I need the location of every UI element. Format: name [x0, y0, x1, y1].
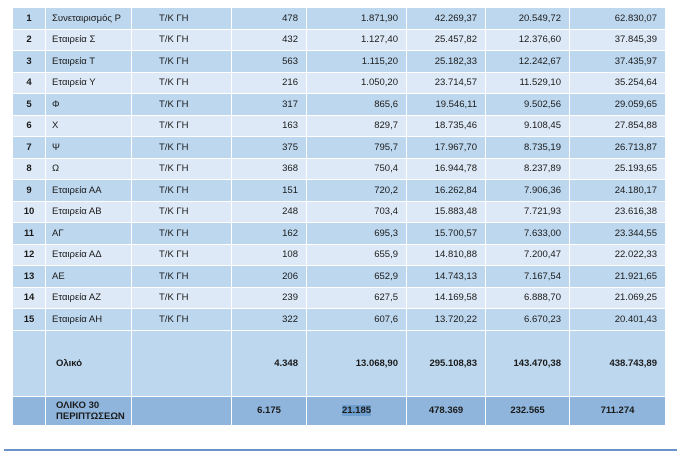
row-cell-4: 8.735,19	[486, 137, 570, 159]
row-cell-2: 703,4	[307, 201, 407, 223]
row-cell-2: 720,2	[307, 180, 407, 202]
row-cell-4: 12.242,67	[486, 51, 570, 73]
row-cell-5: 25.193,65	[570, 158, 666, 180]
row-cell-3: 14.810,88	[407, 244, 486, 266]
row-number: 13	[13, 266, 46, 288]
row-cell-5: 21.921,65	[570, 266, 666, 288]
row-cell-3: 16.262,84	[407, 180, 486, 202]
table-body	[13, 8, 666, 426]
row-number: 7	[13, 137, 46, 159]
row-cell-2: 865,6	[307, 94, 407, 116]
row-cell-1: 368	[232, 158, 307, 180]
row-cell-4: 9.108,45	[486, 115, 570, 137]
row-number: 6	[13, 115, 46, 137]
row-cell-3: 42.269,37	[407, 8, 486, 30]
row-type: Τ/Κ ΓΗ	[132, 244, 232, 266]
row-type: Τ/Κ ΓΗ	[132, 287, 232, 309]
row-cell-3: 25.182,33	[407, 51, 486, 73]
row-cell-2: 1.127,40	[307, 29, 407, 51]
row-type: Τ/Κ ΓΗ	[132, 180, 232, 202]
empty-cell	[13, 330, 46, 396]
row-name: ΑΓ	[46, 223, 132, 245]
row-cell-1: 432	[232, 29, 307, 51]
row-cell-3: 25.457,82	[407, 29, 486, 51]
row-type: Τ/Κ ΓΗ	[132, 137, 232, 159]
row-number: 8	[13, 158, 46, 180]
total-cell-5: 438.743,89	[570, 330, 666, 396]
row-number: 4	[13, 72, 46, 94]
row-cell-3: 13.720,22	[407, 309, 486, 331]
row-cell-2: 652,9	[307, 266, 407, 288]
row-cell-4: 7.200,47	[486, 244, 570, 266]
grand-total-label-line2: ΠΕΡΙΠΤΩΣΕΩΝ	[56, 410, 125, 422]
row-cell-5: 20.401,43	[570, 309, 666, 331]
grand-total-cell-3: 478.369	[407, 396, 486, 425]
row-cell-4: 7.906,36	[486, 180, 570, 202]
row-number: 12	[13, 244, 46, 266]
table-row	[13, 51, 666, 73]
row-cell-1: 162	[232, 223, 307, 245]
table-row	[13, 115, 666, 137]
row-cell-1: 239	[232, 287, 307, 309]
row-name: Εταιρεία ΑΑ	[46, 180, 132, 202]
grand-total-row	[13, 396, 666, 425]
grand-total-label-line1: ΟΛΙΚΟ 30	[56, 399, 100, 411]
row-number: 5	[13, 94, 46, 116]
total-cell-1: 4.348	[232, 330, 307, 396]
row-cell-4: 7.633,00	[486, 223, 570, 245]
row-type: Τ/Κ ΓΗ	[132, 29, 232, 51]
table-row	[13, 8, 666, 30]
empty-cell	[132, 330, 232, 396]
row-cell-2: 695,3	[307, 223, 407, 245]
row-number: 9	[13, 180, 46, 202]
total-cell-4: 143.470,38	[486, 330, 570, 396]
row-cell-2: 607,6	[307, 309, 407, 331]
table-row	[13, 201, 666, 223]
row-type: Τ/Κ ΓΗ	[132, 94, 232, 116]
row-cell-3: 19.546,11	[407, 94, 486, 116]
row-number: 15	[13, 309, 46, 331]
row-cell-4: 6.670,23	[486, 309, 570, 331]
table-row	[13, 158, 666, 180]
table-row	[13, 137, 666, 159]
grand-total-label	[46, 396, 132, 425]
row-cell-1: 216	[232, 72, 307, 94]
table-row	[13, 180, 666, 202]
row-cell-2: 1.115,20	[307, 51, 407, 73]
table-row	[13, 29, 666, 51]
row-name: ΑΕ	[46, 266, 132, 288]
grand-total-cell-2	[307, 396, 407, 425]
row-name: Εταιρεία Υ	[46, 72, 132, 94]
row-cell-5: 23.344,55	[570, 223, 666, 245]
row-cell-3: 23.714,57	[407, 72, 486, 94]
row-number: 1	[13, 8, 46, 30]
row-cell-5: 22.022,33	[570, 244, 666, 266]
row-cell-1: 563	[232, 51, 307, 73]
row-cell-1: 478	[232, 8, 307, 30]
row-type: Τ/Κ ΓΗ	[132, 8, 232, 30]
table-row	[13, 223, 666, 245]
row-cell-5: 62.830,07	[570, 8, 666, 30]
row-cell-5: 29.059,65	[570, 94, 666, 116]
row-type: Τ/Κ ΓΗ	[132, 201, 232, 223]
row-cell-2: 655,9	[307, 244, 407, 266]
total-cell-3: 295.108,83	[407, 330, 486, 396]
table-row	[13, 94, 666, 116]
row-cell-5: 23.616,38	[570, 201, 666, 223]
row-cell-5: 35.254,64	[570, 72, 666, 94]
row-cell-1: 151	[232, 180, 307, 202]
table-row	[13, 266, 666, 288]
row-cell-2: 1.050,20	[307, 72, 407, 94]
row-cell-1: 108	[232, 244, 307, 266]
row-cell-5: 37.435,97	[570, 51, 666, 73]
row-cell-1: 206	[232, 266, 307, 288]
row-number: 2	[13, 29, 46, 51]
row-name: Εταιρεία ΑΖ	[46, 287, 132, 309]
row-cell-4: 7.167,54	[486, 266, 570, 288]
row-cell-4: 8.237,89	[486, 158, 570, 180]
row-cell-5: 37.845,39	[570, 29, 666, 51]
row-type: Τ/Κ ΓΗ	[132, 72, 232, 94]
row-number: 10	[13, 201, 46, 223]
row-type: Τ/Κ ΓΗ	[132, 223, 232, 245]
row-cell-3: 14.743,13	[407, 266, 486, 288]
row-cell-4: 11.529,10	[486, 72, 570, 94]
row-cell-4: 20.549,72	[486, 8, 570, 30]
row-cell-3: 16.944,78	[407, 158, 486, 180]
row-number: 3	[13, 51, 46, 73]
row-cell-1: 248	[232, 201, 307, 223]
row-number: 14	[13, 287, 46, 309]
row-cell-3: 15.883,48	[407, 201, 486, 223]
page-bottom-rule	[4, 449, 677, 451]
table-row	[13, 72, 666, 94]
row-name: Εταιρεία ΑΒ	[46, 201, 132, 223]
empty-cell	[13, 396, 46, 425]
row-cell-3: 14.169,58	[407, 287, 486, 309]
row-type: Τ/Κ ΓΗ	[132, 115, 232, 137]
row-type: Τ/Κ ΓΗ	[132, 309, 232, 331]
row-cell-2: 795,7	[307, 137, 407, 159]
row-name: Εταιρεία ΑΗ	[46, 309, 132, 331]
row-name: Εταιρεία Σ	[46, 29, 132, 51]
row-cell-2: 1.871,90	[307, 8, 407, 30]
row-cell-3: 18.735,46	[407, 115, 486, 137]
row-type: Τ/Κ ΓΗ	[132, 158, 232, 180]
row-type: Τ/Κ ΓΗ	[132, 266, 232, 288]
row-cell-3: 15.700,57	[407, 223, 486, 245]
row-cell-4: 6.888,70	[486, 287, 570, 309]
row-cell-3: 17.967,70	[407, 137, 486, 159]
text-selection-highlight: 21.185	[341, 405, 372, 416]
grand-total-cell-5: 711.274	[570, 396, 666, 425]
row-cell-1: 163	[232, 115, 307, 137]
table-row	[13, 309, 666, 331]
row-name: Εταιρεία Τ	[46, 51, 132, 73]
row-cell-1: 375	[232, 137, 307, 159]
table-row	[13, 287, 666, 309]
row-name: Ω	[46, 158, 132, 180]
total-cell-2: 13.068,90	[307, 330, 407, 396]
row-cell-2: 750,4	[307, 158, 407, 180]
row-cell-5: 21.069,25	[570, 287, 666, 309]
row-cell-5: 26.713,87	[570, 137, 666, 159]
empty-cell	[132, 396, 232, 425]
row-name: Εταιρεία ΑΔ	[46, 244, 132, 266]
row-cell-4: 7.721,93	[486, 201, 570, 223]
row-cell-1: 317	[232, 94, 307, 116]
row-cell-4: 9.502,56	[486, 94, 570, 116]
row-cell-2: 627,5	[307, 287, 407, 309]
row-name: Ψ	[46, 137, 132, 159]
total-row	[13, 330, 666, 396]
row-name: Συνεταιρισμός Ρ	[46, 8, 132, 30]
data-table	[12, 7, 666, 426]
grand-total-cell-1: 6.175	[232, 396, 307, 425]
row-cell-1: 322	[232, 309, 307, 331]
row-cell-5: 27.854,88	[570, 115, 666, 137]
row-type: Τ/Κ ΓΗ	[132, 51, 232, 73]
row-name: Φ	[46, 94, 132, 116]
total-label: Ολικό	[46, 330, 132, 396]
row-cell-2: 829,7	[307, 115, 407, 137]
table-row	[13, 244, 666, 266]
row-cell-5: 24.180,17	[570, 180, 666, 202]
row-number: 11	[13, 223, 46, 245]
grand-total-cell-4: 232.565	[486, 396, 570, 425]
row-cell-4: 12.376,60	[486, 29, 570, 51]
row-name: Χ	[46, 115, 132, 137]
